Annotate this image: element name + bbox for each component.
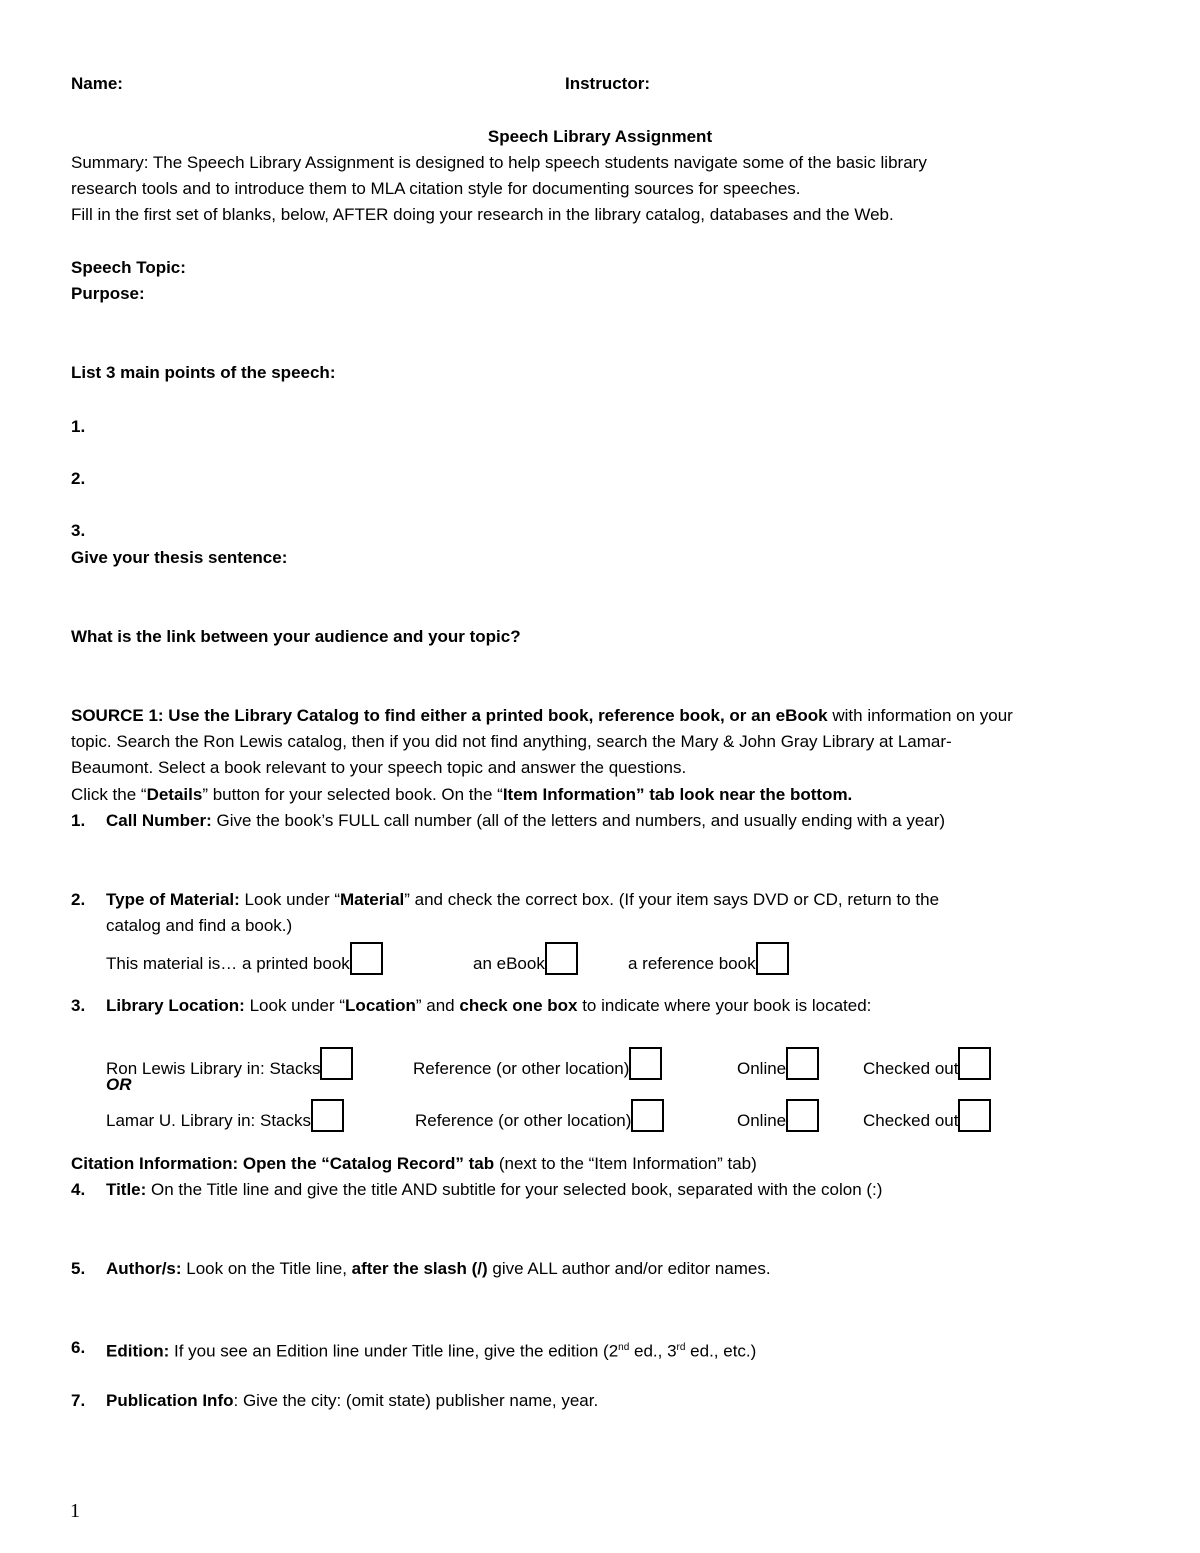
main-points-label: List 3 main points of the speech: <box>71 363 336 382</box>
material-printed-option <box>106 942 383 975</box>
check-one-box-keyword: check one box <box>459 996 578 1015</box>
citation-heading-rest: (next to the “Item Information” tab) <box>494 1154 757 1173</box>
source1-line-4 <box>71 784 852 806</box>
text-run: to indicate where your book is located: <box>577 996 872 1015</box>
material-ebook-option <box>473 942 578 975</box>
purpose-label: Purpose: <box>71 284 145 303</box>
printed-book-label: This material is… a printed book <box>106 954 350 973</box>
q7-label: Publication Info <box>106 1391 234 1410</box>
reference-book-label: a reference book <box>628 954 756 973</box>
q7-text <box>106 1390 598 1412</box>
q3-label: Library Location: <box>106 996 245 1015</box>
text-run: Look under “ <box>239 890 341 909</box>
ebook-checkbox[interactable] <box>545 942 578 975</box>
ron-lewis-checked-out-option <box>863 1047 991 1080</box>
ron-lewis-checked-out-checkbox[interactable] <box>958 1047 991 1080</box>
source1-line-3: Beaumont. Select a book relevant to your speech topic and answer the questions. <box>71 758 687 777</box>
name-label: Name: <box>71 74 123 93</box>
q5-label: Author/s: <box>106 1259 182 1278</box>
source1-line-1-rest: with information on your <box>827 706 1013 725</box>
item-information-keyword: Item Information” tab look near the bottom. <box>502 785 853 804</box>
ron-lewis-reference-option <box>413 1047 662 1080</box>
page-number: 1 <box>70 1500 80 1522</box>
ron-lewis-reference-checkbox[interactable] <box>629 1047 662 1080</box>
thesis-label: Give your thesis sentence: <box>71 548 288 567</box>
superscript: nd <box>618 1342 630 1353</box>
q3-text <box>106 995 871 1017</box>
lamar-checked-out-checkbox[interactable] <box>958 1099 991 1132</box>
q2-label: Type of Material: <box>106 890 240 909</box>
summary-line-1: Summary: The Speech Library Assignment is designed to help speech students navigate some of the basic library <box>71 153 927 172</box>
q4-number: 4. <box>71 1180 86 1199</box>
q5-number: 5. <box>71 1259 86 1278</box>
instructor-label: Instructor: <box>565 74 650 93</box>
q7-instructions: : Give the city: (omit state) publisher name, year. <box>233 1391 599 1410</box>
q6-text <box>106 1337 756 1363</box>
page-title: Speech Library Assignment <box>487 127 713 146</box>
reference-book-checkbox[interactable] <box>756 942 789 975</box>
audience-link-label: What is the link between your audience and your topic? <box>71 627 521 646</box>
q2-number: 2. <box>71 890 86 909</box>
summary-line-2: research tools and to introduce them to MLA citation style for documenting sources for speeches. <box>71 179 801 198</box>
reference-location-label: Reference (or other location) <box>415 1111 632 1130</box>
location-keyword: Location <box>345 996 416 1015</box>
text-run: Click the “ <box>71 785 147 804</box>
text-run: ” and <box>415 996 460 1015</box>
text-run: ” button for your selected book. On the “ <box>202 785 503 804</box>
q4-instructions: On the Title line and give the title AND subtitle for your selected book, separated with the colon (:) <box>146 1180 883 1199</box>
lamar-online-option <box>737 1099 819 1132</box>
ebook-label: an eBook <box>473 954 545 973</box>
material-reference-option <box>628 942 789 975</box>
lamar-reference-checkbox[interactable] <box>631 1099 664 1132</box>
text-run: Look under “ <box>244 996 346 1015</box>
citation-heading-bold: Citation Information: Open the “Catalog Record” tab <box>71 1154 495 1173</box>
q3-number: 3. <box>71 996 86 1015</box>
source1-heading: SOURCE 1: Use the Library Catalog to find either a printed book, reference book, or an eBook <box>71 706 828 725</box>
lamar-stacks-option <box>106 1099 344 1132</box>
q4-label: Title: <box>106 1180 147 1199</box>
ron-lewis-online-option <box>737 1047 819 1080</box>
ron-lewis-stacks-checkbox[interactable] <box>320 1047 353 1080</box>
q4-text <box>106 1179 882 1201</box>
printed-book-checkbox[interactable] <box>350 942 383 975</box>
text-run: Look on the Title line, <box>181 1259 352 1278</box>
material-keyword: Material <box>340 890 405 909</box>
ron-lewis-label: Ron Lewis Library in: Stacks <box>106 1059 321 1078</box>
reference-location-label: Reference (or other location) <box>413 1059 630 1078</box>
details-keyword: Details <box>146 785 203 804</box>
text-run: ed., 3 <box>629 1341 677 1361</box>
lamar-online-checkbox[interactable] <box>786 1099 819 1132</box>
q1-label: Call Number: <box>106 811 212 830</box>
source1-line-1 <box>71 705 1013 727</box>
point-2-label: 2. <box>71 469 86 488</box>
checked-out-label: Checked out <box>863 1111 959 1130</box>
checked-out-label: Checked out <box>863 1059 959 1078</box>
speech-topic-label: Speech Topic: <box>71 258 186 277</box>
ron-lewis-stacks-option <box>106 1047 353 1080</box>
lamar-stacks-checkbox[interactable] <box>311 1099 344 1132</box>
superscript: rd <box>676 1342 686 1353</box>
lamar-label: Lamar U. Library in: Stacks <box>106 1111 312 1130</box>
q1-text <box>106 810 945 832</box>
text-run: ” and check the correct box. (If your item says DVD or CD, return to the <box>404 890 940 909</box>
online-label: Online <box>737 1111 787 1130</box>
text-run: give ALL author and/or editor names. <box>487 1259 771 1278</box>
q5-text <box>106 1258 771 1280</box>
text-run: ed., etc.) <box>685 1341 757 1361</box>
ron-lewis-online-checkbox[interactable] <box>786 1047 819 1080</box>
q7-number: 7. <box>71 1391 86 1410</box>
after-slash-keyword: after the slash (/) <box>351 1259 488 1278</box>
online-label: Online <box>737 1059 787 1078</box>
q2-text <box>106 889 939 911</box>
lamar-reference-option <box>415 1099 664 1132</box>
q1-number: 1. <box>71 811 86 830</box>
summary-line-3: Fill in the first set of blanks, below, AFTER doing your research in the library catalog, databases and the Web. <box>71 205 894 224</box>
citation-heading <box>71 1153 757 1175</box>
point-1-label: 1. <box>71 417 86 436</box>
source1-line-2: topic. Search the Ron Lewis catalog, then if you did not find anything, search the Mary & John Gray Library at Lamar- <box>71 732 952 751</box>
q2-line-2: catalog and find a book.) <box>106 916 293 935</box>
lamar-checked-out-option <box>863 1099 991 1132</box>
q6-number: 6. <box>71 1338 86 1357</box>
q6-label: Edition: <box>106 1341 170 1361</box>
or-divider: OR <box>106 1075 132 1094</box>
q1-instructions: Give the book’s FULL call number (all of the letters and numbers, and usually ending with a year) <box>211 811 946 830</box>
text-run: If you see an Edition line under Title line, give the edition (2 <box>169 1341 619 1361</box>
point-3-label: 3. <box>71 521 86 540</box>
